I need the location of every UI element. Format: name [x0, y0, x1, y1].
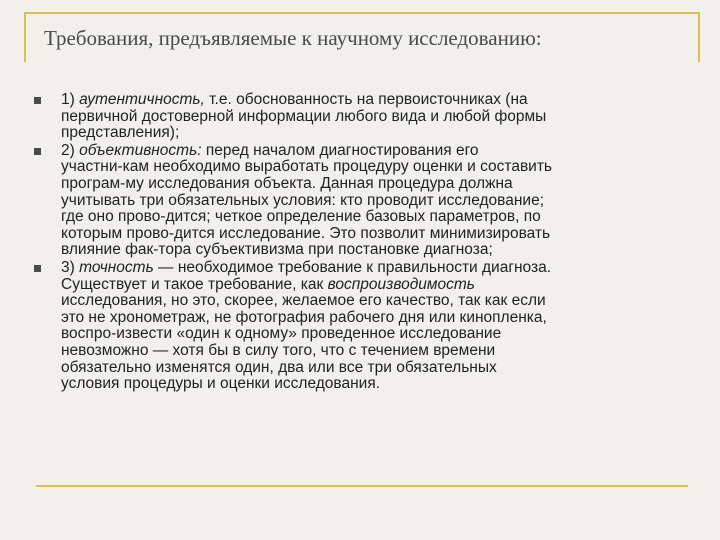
square-bullet-icon — [34, 265, 41, 272]
text-line — [61, 277, 694, 294]
square-bullet-icon — [34, 97, 41, 104]
text-run: — необходимое требование к правильности диагноза. — [153, 258, 552, 276]
bullet-item — [34, 143, 694, 259]
text-line: представления); — [61, 124, 180, 142]
text-line: влияние фак-тора субъективизма при постановке диагноза; — [61, 241, 493, 259]
emphasis-term: воспроизводимость — [327, 275, 475, 293]
text-line: участни-кам необходимо выработать процедуру оценки и составить — [61, 158, 553, 176]
square-bullet-icon — [34, 148, 41, 155]
text-line: програм-му исследования объекта. Данная процедура должна — [61, 174, 513, 192]
text-run: т.е. обоснованность на первоисточниках (на — [204, 91, 528, 108]
text-run: 2) — [61, 141, 80, 159]
text-line: учитывать три обязательных условия: кто проводит исследование; — [61, 191, 544, 209]
text-line — [61, 143, 694, 160]
text-run: перед началом диагностирования его — [201, 141, 479, 159]
slide-title: Требования, предъявляемые к научному исследованию: — [44, 26, 542, 50]
bullet-item — [34, 92, 694, 142]
bullet-item — [34, 260, 694, 393]
emphasis-term: точность — [79, 258, 154, 276]
frame-left-border — [24, 12, 26, 62]
bullet-list — [34, 92, 694, 394]
text-line: обязательно изменятся один, два или все три обязательных — [61, 358, 497, 376]
frame-right-border — [698, 12, 700, 62]
frame-top-border — [24, 12, 700, 14]
text-line: условия процедуры и оценки исследования. — [61, 375, 381, 393]
frame-bottom-rule — [36, 485, 688, 487]
text-line: исследования, но это, скорее, желаемое его качество, так как если — [61, 292, 546, 310]
emphasis-term: аутентичность, — [79, 91, 205, 108]
text-line — [61, 92, 694, 109]
text-line: невозможно — хотя бы в силу того, что с течением времени — [61, 341, 496, 359]
emphasis-term: объективность: — [79, 141, 202, 159]
text-run: 3) — [61, 258, 80, 276]
text-line: воспро-извести «один к одному» проведенное исследование — [61, 325, 502, 343]
text-run: 1) — [61, 91, 80, 108]
text-line: которым прово-дится исследование. Это позволит минимизировать — [61, 224, 551, 242]
text-line: первичной достоверной информации любого вида и любой формы — [61, 107, 547, 125]
text-line: где оно прово-дится; четкое определение базовых параметров, по — [61, 208, 541, 226]
text-line — [61, 260, 694, 277]
text-line: это не хронометраж, не фотография рабочего дня или кинопленка, — [61, 308, 547, 326]
text-run: Существует и такое требование, как — [61, 275, 328, 293]
